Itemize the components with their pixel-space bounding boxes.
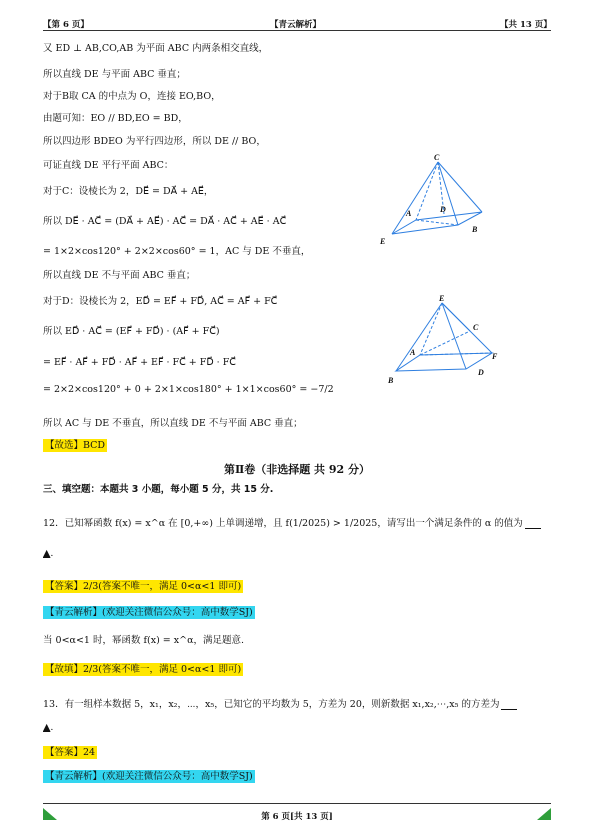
question-13-text: 13．有一组样本数据 5，x₁，x₂，⋯，x₅，已知它的平均数为 5，方差为 20，则新数据 x₁,x₂,⋯,x₅ 的方差为 <box>43 699 500 710</box>
answer-blank <box>501 700 517 710</box>
corner-decoration-right <box>537 808 551 820</box>
q13-analysis-tag <box>43 768 255 782</box>
fig1-label-e: E <box>380 237 386 246</box>
q12-analysis-highlight: 【青云解析】(欢迎关注微信公众号：高中数学SJ) <box>45 607 253 618</box>
fig2-label-a: A <box>410 348 416 357</box>
solution-line: 所以四边形 BDEO 为平行四边形，所以 DE // BO， <box>43 136 266 147</box>
q13-analysis-highlight: 【青云解析】(欢迎关注微信公众号：高中数学SJ) <box>45 771 253 782</box>
solution-line: 由题可知：EO // BD,EO = BD， <box>43 113 188 124</box>
blank-triangle-mark: ▲ <box>43 722 51 733</box>
corner-decoration-left <box>43 808 57 820</box>
solution-line: 可证直线 DE 平行平面 ABC： <box>43 160 174 171</box>
solution-line: 对于B取 CA 的中点为 O，连接 EO,BO， <box>43 91 221 102</box>
section-subtitle: 三、填空题：本题共 3 小题，每小题 5 分，共 15 分. <box>43 484 274 495</box>
header-page-label: 【第 6 页】 <box>43 20 89 30</box>
fig1-label-b: B <box>472 225 478 234</box>
question-13 <box>43 696 517 710</box>
question-13-blank: ▲. <box>43 722 54 733</box>
q12-final-highlight: 【故填】2/3(答案不唯一，满足 0<α<1 即可) <box>45 664 242 675</box>
fig2-label-e: E <box>439 294 445 303</box>
solution-line: 所以直线 DE 不与平面 ABC 垂直； <box>43 270 196 281</box>
footer-page-number: 第 6 页[共 13 页] <box>261 812 333 822</box>
solution-line: 所以直线 DE 与平面 ABC 垂直； <box>43 69 186 80</box>
answer-blank <box>525 519 541 529</box>
pyramid-figure-2 <box>380 293 500 388</box>
solution-line: 对于D：设棱长为 2，ED⃗ = EF⃗ + FD⃗, AC⃗ = AF⃗ + FC⃗ <box>43 296 278 307</box>
solution-line: = EF⃗ · AF⃗ + FD⃗ · AF⃗ + EF⃗ · FC⃗ + FD⃗ · FC⃗ <box>43 357 236 368</box>
blank-triangle-mark: ▲ <box>43 548 51 559</box>
solution-line: = 2×2×cos120° + 0 + 2×1×cos180° + 1×1×cos60° = −7/2 <box>43 384 334 395</box>
question-12-text: 12．已知幂函数 f(x) = x^α 在 [0,+∞) 上单调递增，且 f(1/2025) > 1/2025，请写出一个满足条件的 α 的值为 <box>43 518 523 529</box>
q13-answer-highlight: 【答案】24 <box>45 747 96 758</box>
q12-answer <box>43 578 243 592</box>
solution-line: 所以 AC 与 DE 不垂直，所以直线 DE 不与平面 ABC 垂直； <box>43 418 303 429</box>
answer-choice <box>43 437 107 451</box>
q13-answer <box>43 744 97 758</box>
fig1-label-a: A <box>406 209 412 218</box>
q12-final <box>43 661 243 675</box>
pyramid-figure-1 <box>378 152 493 247</box>
fig2-label-c: C <box>473 323 479 332</box>
q12-answer-highlight: 【答案】2/3(答案不唯一，满足 0<α<1 即可) <box>45 581 242 592</box>
fig1-label-d: D <box>440 205 446 214</box>
question-12-blank: ▲. <box>43 548 54 559</box>
solution-line: 所以 DE⃗ · AC⃗ = (DA⃗ + AE⃗) · AC⃗ = DA⃗ · AC⃗ + AE⃗ · AC⃗ <box>43 216 287 227</box>
answer-choice-highlight: 【故选】BCD <box>45 440 106 451</box>
solution-line: 又 ED ⊥ AB,CO,AB 为平面 ABC 内两条相交直线， <box>43 43 269 54</box>
fig1-label-c: C <box>434 153 440 162</box>
fig2-label-f: F <box>492 352 498 361</box>
q12-analysis: 当 0<α<1 时，幂函数 f(x) = x^α，满足题意. <box>43 635 245 646</box>
header-rule <box>43 30 551 31</box>
solution-line: 所以 ED⃗ · AC⃗ = (EF⃗ + FD⃗) · (AF⃗ + FC⃗) <box>43 326 220 337</box>
fig2-label-b: B <box>388 376 394 385</box>
header-total-pages: 【共 13 页】 <box>500 20 552 30</box>
section-title: 第Ⅱ卷（非选择题 共 92 分） <box>223 463 371 476</box>
solution-line: = 1×2×cos120° + 2×2×cos60° = 1，AC 与 DE 不垂直， <box>43 246 311 257</box>
q12-analysis-tag <box>43 604 255 618</box>
footer-rule <box>43 803 551 804</box>
fig2-label-d: D <box>478 368 484 377</box>
solution-line: 对于C：设棱长为 2，DE⃗ = DA⃗ + AE⃗， <box>43 186 214 197</box>
question-12 <box>43 515 548 529</box>
header-title: 【青云解析】 <box>270 20 322 30</box>
